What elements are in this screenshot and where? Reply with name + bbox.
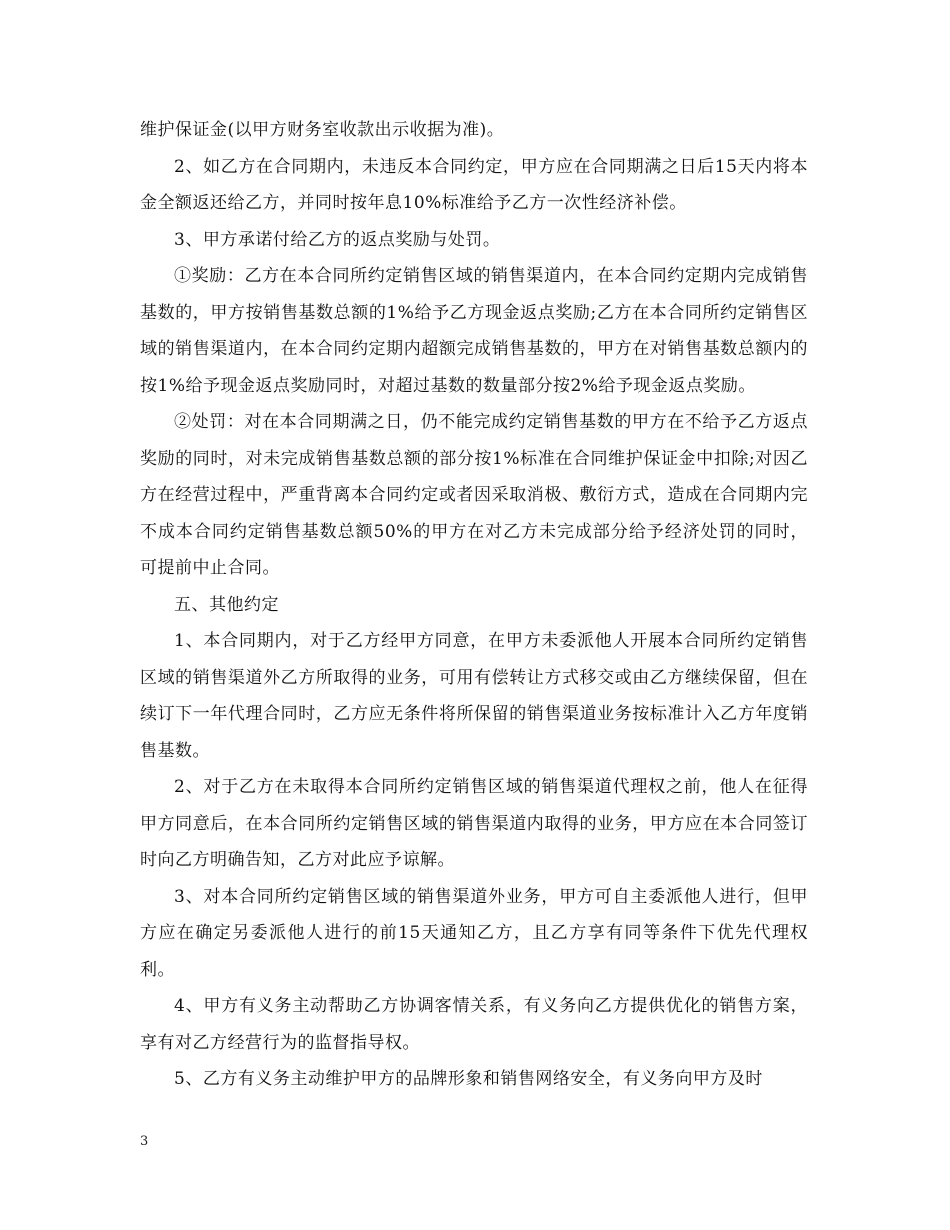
paragraph-clause-3-rebate: 3、甲方承诺付给乙方的返点奖励与处罚。 [174,229,501,250]
page-number: 3 [140,1134,149,1149]
paragraph-clause-2-refund: 2、如乙方在合同期内，未违反本合同约定，甲方应在合同期满之日后15天内将本金全额返还给乙方，并同时按年息10%标准给予乙方一次性经济补偿。 [140,156,808,213]
paragraph-other-3: 3、对本合同所约定销售区域的销售渠道外业务，甲方可自主委派他人进行，但甲方应在确定另委派他人进行的前15天通知乙方，且乙方享有同等条件下优先代理权利。 [140,886,808,980]
paragraph-continuation: 维护保证金(以甲方财务室收款出示收据为准)。 [140,120,505,140]
paragraph-other-4: 4、甲方有义务主动帮助乙方协调客情关系，有义务向乙方提供优化的销售方案，享有对乙方经营行为的监督指导权。 [140,996,808,1053]
paragraph-reward: ①奖励：乙方在本合同所约定销售区域的销售渠道内，在本合同约定期内完成销售基数的，甲方按销售基数总额的1%给予乙方现金返点奖励;乙方在本合同所约定销售区域的销售渠道内，在本合同约定期内超额完成销售基数的，甲方在对销售基数总额内的按1%给予现金返点奖励同时，对超过基数的数量部分按2%给予现金返点奖励。 [140,266,808,396]
paragraph-other-2: 2、对于乙方在未取得本合同所约定销售区域的销售渠道代理权之前，他人在征得甲方同意后，在本合同所约定销售区域的销售渠道内取得的业务，甲方应在本合同签订时向乙方明确告知，乙方对此应予谅解。 [140,777,808,870]
document-body [140,112,808,1098]
paragraph-other-1: 1、本合同期内，对于乙方经甲方同意，在甲方未委派他人开展本合同所约定销售区域的销售渠道外乙方所取得的业务，可用有偿转让方式移交或由乙方继续保留，但在续订下一年代理合同时，乙方应无条件将所保留的销售渠道业务按标准计入乙方年度销售基数。 [140,631,808,761]
paragraph-other-5: 5、乙方有义务主动维护甲方的品牌形象和销售网络安全，有义务向甲方及时 [174,1069,763,1089]
section-heading-other-terms: 五、其他约定 [174,594,279,615]
paragraph-penalty: ②处罚：对在本合同期满之日，仍不能完成约定销售基数的甲方在不给予乙方返点奖励的同时，对未完成销售基数总额的部分按1%标准在合同维护保证金中扣除;对因乙方在经营过程中，严重背离本合同约定或者因采取消极、敷衍方式，造成在合同期内完不成本合同约定销售基数总额50%的甲方在对乙方未完成部分给予经济处罚的同时，可提前中止合同。 [140,412,808,578]
